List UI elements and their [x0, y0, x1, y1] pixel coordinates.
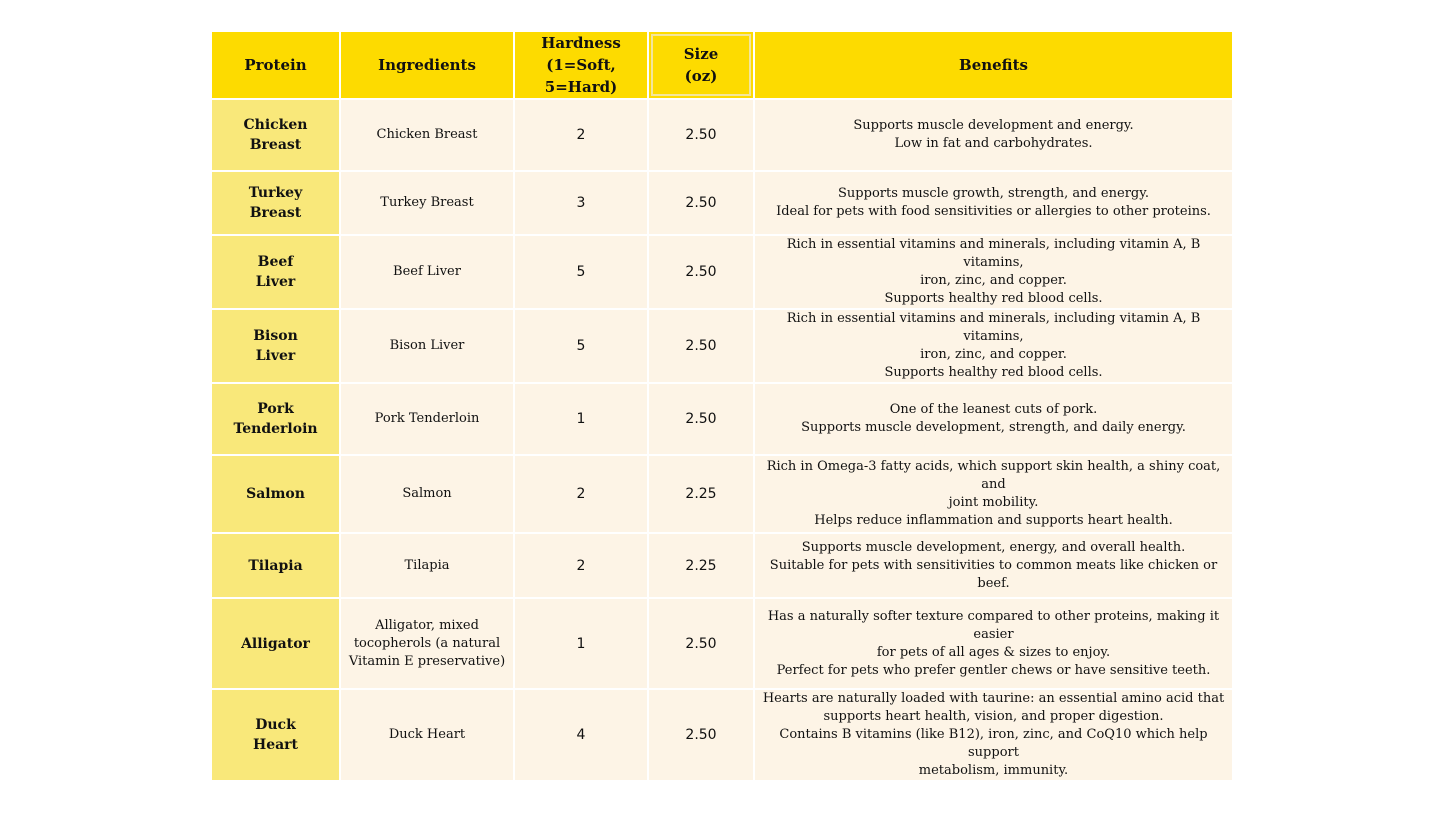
benefits-cell: [755, 534, 1232, 597]
table-row: [212, 384, 1232, 454]
hardness-cell: 2: [515, 534, 647, 597]
ingredients-cell: [341, 456, 513, 532]
protein-cell: [212, 599, 339, 688]
header-size-line2: (oz): [684, 67, 718, 85]
ingredients-cell-line: Salmon: [402, 486, 452, 501]
benefits-cell-line: joint mobility.: [948, 495, 1039, 510]
benefits-cell-line: Supports muscle growth, strength, and energy.: [838, 186, 1149, 201]
header-hardness-line1: Hardness: [541, 34, 621, 52]
protein-table-container: [212, 32, 1232, 782]
size-cell: 2.50: [649, 236, 753, 308]
benefits-cell: [755, 100, 1232, 170]
protein-cell-line: Chicken: [243, 117, 308, 133]
table-row: [212, 236, 1232, 308]
protein-cell-line: Liver: [255, 348, 296, 364]
ingredients-cell-line: Tilapia: [404, 557, 450, 573]
protein-cell-line: Beef: [257, 254, 294, 270]
ingredients-cell-line: Bison Liver: [389, 338, 465, 353]
ingredients-cell: [341, 534, 513, 597]
table-row: [212, 172, 1232, 234]
ingredients-cell-line: tocopherols (a natural: [353, 635, 501, 651]
hardness-cell: 5: [515, 310, 647, 382]
table-body: [212, 100, 1232, 780]
protein-cell: [212, 690, 339, 780]
header-protein: Protein: [212, 32, 339, 98]
ingredients-cell: [341, 310, 513, 382]
table-row: [212, 456, 1232, 532]
hardness-cell: 1: [515, 384, 647, 454]
ingredients-cell: [341, 384, 513, 454]
protein-cell-line: Duck: [255, 717, 296, 733]
size-cell: 2.50: [649, 599, 753, 688]
ingredients-cell: [341, 690, 513, 780]
ingredients-cell-line: Duck Heart: [388, 727, 466, 742]
benefits-cell-line: Supports muscle development, energy, and overall health.: [801, 539, 1186, 555]
header-ingredients: Ingredients: [341, 32, 513, 98]
header-size: [649, 32, 753, 98]
header-benefits: Benefits: [755, 32, 1232, 98]
benefits-cell-line: for pets of all ages & sizes to enjoy.: [876, 644, 1111, 660]
protein-cell: [212, 384, 339, 454]
protein-cell-line: Tenderloin: [233, 421, 318, 437]
table-row: [212, 310, 1232, 382]
ingredients-cell-line: Chicken Breast: [376, 127, 478, 142]
protein-cell-line: Pork: [257, 401, 294, 417]
benefits-cell: [755, 310, 1232, 382]
size-cell: 2.50: [649, 172, 753, 234]
protein-cell-line: Turkey: [248, 185, 303, 201]
benefits-cell: [755, 384, 1232, 454]
benefits-cell: [755, 690, 1232, 780]
benefits-cell-line: Supports muscle development and energy.: [853, 118, 1134, 133]
header-size-line1: Size: [683, 45, 719, 63]
benefits-cell-line: Helps reduce inflammation and supports heart health.: [814, 513, 1173, 528]
protein-cell-line: Breast: [249, 137, 302, 153]
ingredients-cell-line: Pork Tenderloin: [374, 411, 480, 426]
size-cell: 2.50: [649, 384, 753, 454]
protein-cell: [212, 172, 339, 234]
size-cell: 2.25: [649, 534, 753, 597]
protein-cell-line: Salmon: [246, 486, 305, 502]
ingredients-cell-line: Alligator, mixed: [375, 617, 479, 633]
hardness-cell: 3: [515, 172, 647, 234]
protein-cell-line: Bison: [253, 328, 298, 344]
benefits-cell-line: iron, zinc, and copper.: [920, 347, 1067, 362]
size-cell: 2.25: [649, 456, 753, 532]
protein-table: [210, 30, 1234, 782]
protein-cell-line: Breast: [249, 205, 302, 221]
protein-cell: [212, 310, 339, 382]
protein-cell-line: Heart: [252, 737, 299, 753]
ingredients-cell: [341, 236, 513, 308]
benefits-cell: [755, 172, 1232, 234]
table-row: [212, 599, 1232, 688]
benefits-cell-line: Suitable for pets with sensitivities to common meats like chicken or beef.: [769, 557, 1218, 591]
benefits-cell-line: Contains B vitamins (like B12), iron, zinc, and CoQ10 which help support: [779, 727, 1208, 760]
size-cell: 2.50: [649, 690, 753, 780]
benefits-cell-line: Rich in Omega-3 fatty acids, which support skin health, a shiny coat, and: [766, 459, 1221, 492]
ingredients-cell-line: Vitamin E preservative): [348, 653, 506, 669]
protein-cell: [212, 100, 339, 170]
benefits-cell-line: Supports healthy red blood cells.: [884, 365, 1103, 380]
ingredients-cell: [341, 100, 513, 170]
table-row: [212, 534, 1232, 597]
benefits-cell: [755, 599, 1232, 688]
protein-cell: [212, 236, 339, 308]
hardness-cell: 5: [515, 236, 647, 308]
benefits-cell-line: supports heart health, vision, and proper digestion.: [823, 709, 1164, 724]
hardness-cell: 2: [515, 456, 647, 532]
benefits-cell-line: One of the leanest cuts of pork.: [889, 402, 1098, 417]
benefits-cell-line: Rich in essential vitamins and minerals, including vitamin A, B vitamins,: [786, 237, 1201, 270]
benefits-cell-line: Supports healthy red blood cells.: [884, 291, 1103, 306]
protein-cell: [212, 534, 339, 597]
benefits-cell-line: Supports muscle development, strength, and daily energy.: [801, 420, 1186, 435]
ingredients-cell-line: Turkey Breast: [380, 195, 474, 210]
protein-cell-line: Tilapia: [248, 557, 303, 574]
ingredients-cell: [341, 599, 513, 688]
size-cell: 2.50: [649, 100, 753, 170]
benefits-cell: [755, 236, 1232, 308]
header-row: [212, 32, 1232, 98]
table-row: [212, 690, 1232, 780]
hardness-cell: 2: [515, 100, 647, 170]
header-hardness: [515, 32, 647, 98]
benefits-cell-line: Low in fat and carbohydrates.: [894, 136, 1093, 151]
ingredients-cell-line: Beef Liver: [393, 264, 461, 279]
benefits-cell-line: iron, zinc, and copper.: [920, 273, 1067, 288]
benefits-cell: [755, 456, 1232, 532]
table-row: [212, 100, 1232, 170]
hardness-cell: 1: [515, 599, 647, 688]
benefits-cell-line: Perfect for pets who prefer gentler chews or have sensitive teeth.: [776, 662, 1211, 678]
hardness-cell: 4: [515, 690, 647, 780]
benefits-cell-line: Hearts are naturally loaded with taurine: an essential amino acid that: [762, 691, 1225, 706]
benefits-cell-line: Has a naturally softer texture compared to other proteins, making it easier: [767, 608, 1220, 642]
protein-cell-line: Alligator: [241, 635, 310, 652]
ingredients-cell: [341, 172, 513, 234]
size-cell: 2.50: [649, 310, 753, 382]
protein-cell: [212, 456, 339, 532]
benefits-cell-line: Rich in essential vitamins and minerals, including vitamin A, B vitamins,: [786, 311, 1201, 344]
benefits-cell-line: metabolism, immunity.: [918, 763, 1069, 778]
benefits-cell-line: Ideal for pets with food sensitivities or allergies to other proteins.: [776, 204, 1211, 219]
protein-cell-line: Liver: [255, 274, 296, 290]
header-hardness-line2: (1=Soft, 5=Hard): [544, 56, 618, 96]
